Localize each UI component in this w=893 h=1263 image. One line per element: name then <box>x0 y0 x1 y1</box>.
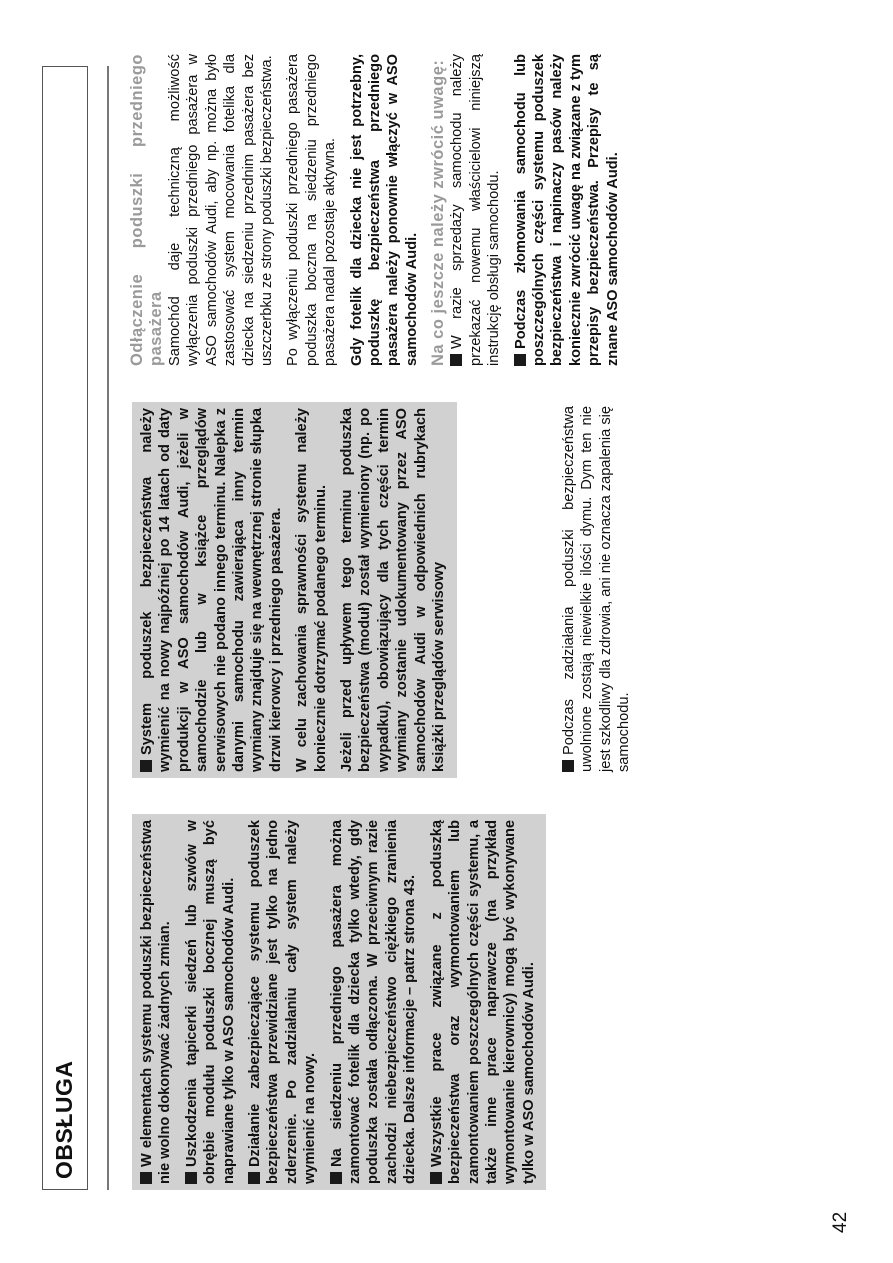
square-bullet-icon <box>330 1172 342 1184</box>
warning-paragraph: Na siedzeniu przedniego pasażera można zamontować fotelik dla dziecka tylko wtedy, gdy poduszka została odłączona. W przeciwnym razie zachodzi niebezpieczeństwo ciężkiego zranienia dziecka. Dalsze informacje – patrz strona 43. <box>328 820 419 1184</box>
body-paragraph: Po wyłączeniu poduszki przedniego pasażera poduszka boczna na siedzeniu przedniego pasażera nadal pozostaje aktywna. <box>285 54 339 366</box>
square-bullet-icon <box>514 354 526 366</box>
square-bullet-icon <box>562 760 574 772</box>
warning-column-1 <box>132 814 546 1190</box>
warning-paragraph: Wszystkie prace związane z poduszką bezpieczeństwa oraz wymontowaniem lub zamontowaniem poszczególnych części systemu, a także inne prace naprawcze (na przykład wymontowanie kierownicy) mogą być wykonywane tylko w ASO samochodów Audi. <box>428 820 537 1184</box>
header-divider <box>107 66 109 1190</box>
section-heading: Odłączenie poduszki przedniego pasażera <box>128 54 165 366</box>
square-bullet-icon <box>248 1172 260 1184</box>
warning-column-2 <box>132 402 457 778</box>
warning-paragraph: Jeżeli przed upływem tego terminu poduszka bezpieczeństwa (moduł) został wymieniony (np. po wypadku), obowiązujący dla tych części termin wymiany zostanie udokumentowany przez ASO samochodów Audi w odpowiednich rubrykach książki przeglądów serwisowy <box>339 408 448 772</box>
square-bullet-icon <box>430 1172 442 1184</box>
page-number: 42 <box>830 1211 851 1233</box>
bold-paragraph: Podczas złomowania samochodu lub poszczególnych części systemu poduszek bezpieczeństwa i napinaczy pasów należy koniecznie zwrócić uwagę na związane z tym przepisy bezpieczeństwa. Przepisy te są znane ASO samochodów Audi. <box>512 54 621 366</box>
warning-paragraph: System poduszek bezpieczeństwa należy wymienić na nowy najpóźniej po 14 latach od daty produkcji w ASO samochodów Audi, jeżeli w samochodzie lub w książce przeglądów serwisowych nie podano innego terminu. Nalepka z danymi samochodu zawierająca inny termin wymiany znajduje się na wewnętrznej stronie słupka drzwi kierowcy i przedniego pasażera. <box>139 408 284 772</box>
square-bullet-icon <box>140 760 152 772</box>
square-bullet-icon <box>140 1172 152 1184</box>
note-paragraph: Podczas zadziałania poduszki bezpieczeństwa uwolnione zostają niewielkie ilości dymu. Dym ten nie jest szkodliwy dla zdrowia, ani nie oznacza zapalenia się samochodu. <box>561 406 633 772</box>
body-paragraph: W razie sprzedaży samochodu należy przekazać nowemu właścicielowi niniejszą instrukcję obsługi samochodu. <box>449 54 503 366</box>
warning-paragraph: Działanie zabezpieczające systemu poduszek bezpieczeństwa przewidziane jest tylko na jedno zderzenie. Po zadziałaniu cały system należy wymienić na nowy. <box>247 820 319 1184</box>
warning-paragraph: W elementach systemu poduszki bezpieczeństwa nie wolno dokonywać żadnych zmian. <box>139 820 174 1184</box>
body-paragraph: Samochód daje techniczną możliwość wyłączenia poduszki przedniego pasażera w ASO samochodów Audi, aby np. można było zastosować system mocowania fotelika dla dziecka na siedzeniu przednim pasażera bez uszczerbku ze strony poduszki bezpieczeństwa. <box>167 54 276 366</box>
note-block <box>560 406 642 772</box>
section-heading: Na co jeszcze należy zwrócić uwagę: <box>429 59 448 366</box>
text-column-3 <box>128 54 630 366</box>
bold-paragraph: Gdy fotelik dla dziecka nie jest potrzebny, poduszkę bezpieczeństwa przedniego pasażera należy ponownie włączyć w ASO samochodów Audi. <box>348 54 420 366</box>
section-header <box>42 66 88 1190</box>
warning-paragraph: W celu zachowania sprawności systemu należy koniecznie dotrzymać podanego terminu. <box>294 408 329 772</box>
warning-paragraph: Uszkodzenia tapicerki siedzeń lub szwów w obrębie modułu poduszki bocznej muszą być naprawiane tylko w ASO samochodów Audi. <box>183 820 237 1184</box>
square-bullet-icon <box>450 354 462 366</box>
square-bullet-icon <box>185 1172 197 1184</box>
page-title: OBSŁUGA <box>51 1060 77 1179</box>
